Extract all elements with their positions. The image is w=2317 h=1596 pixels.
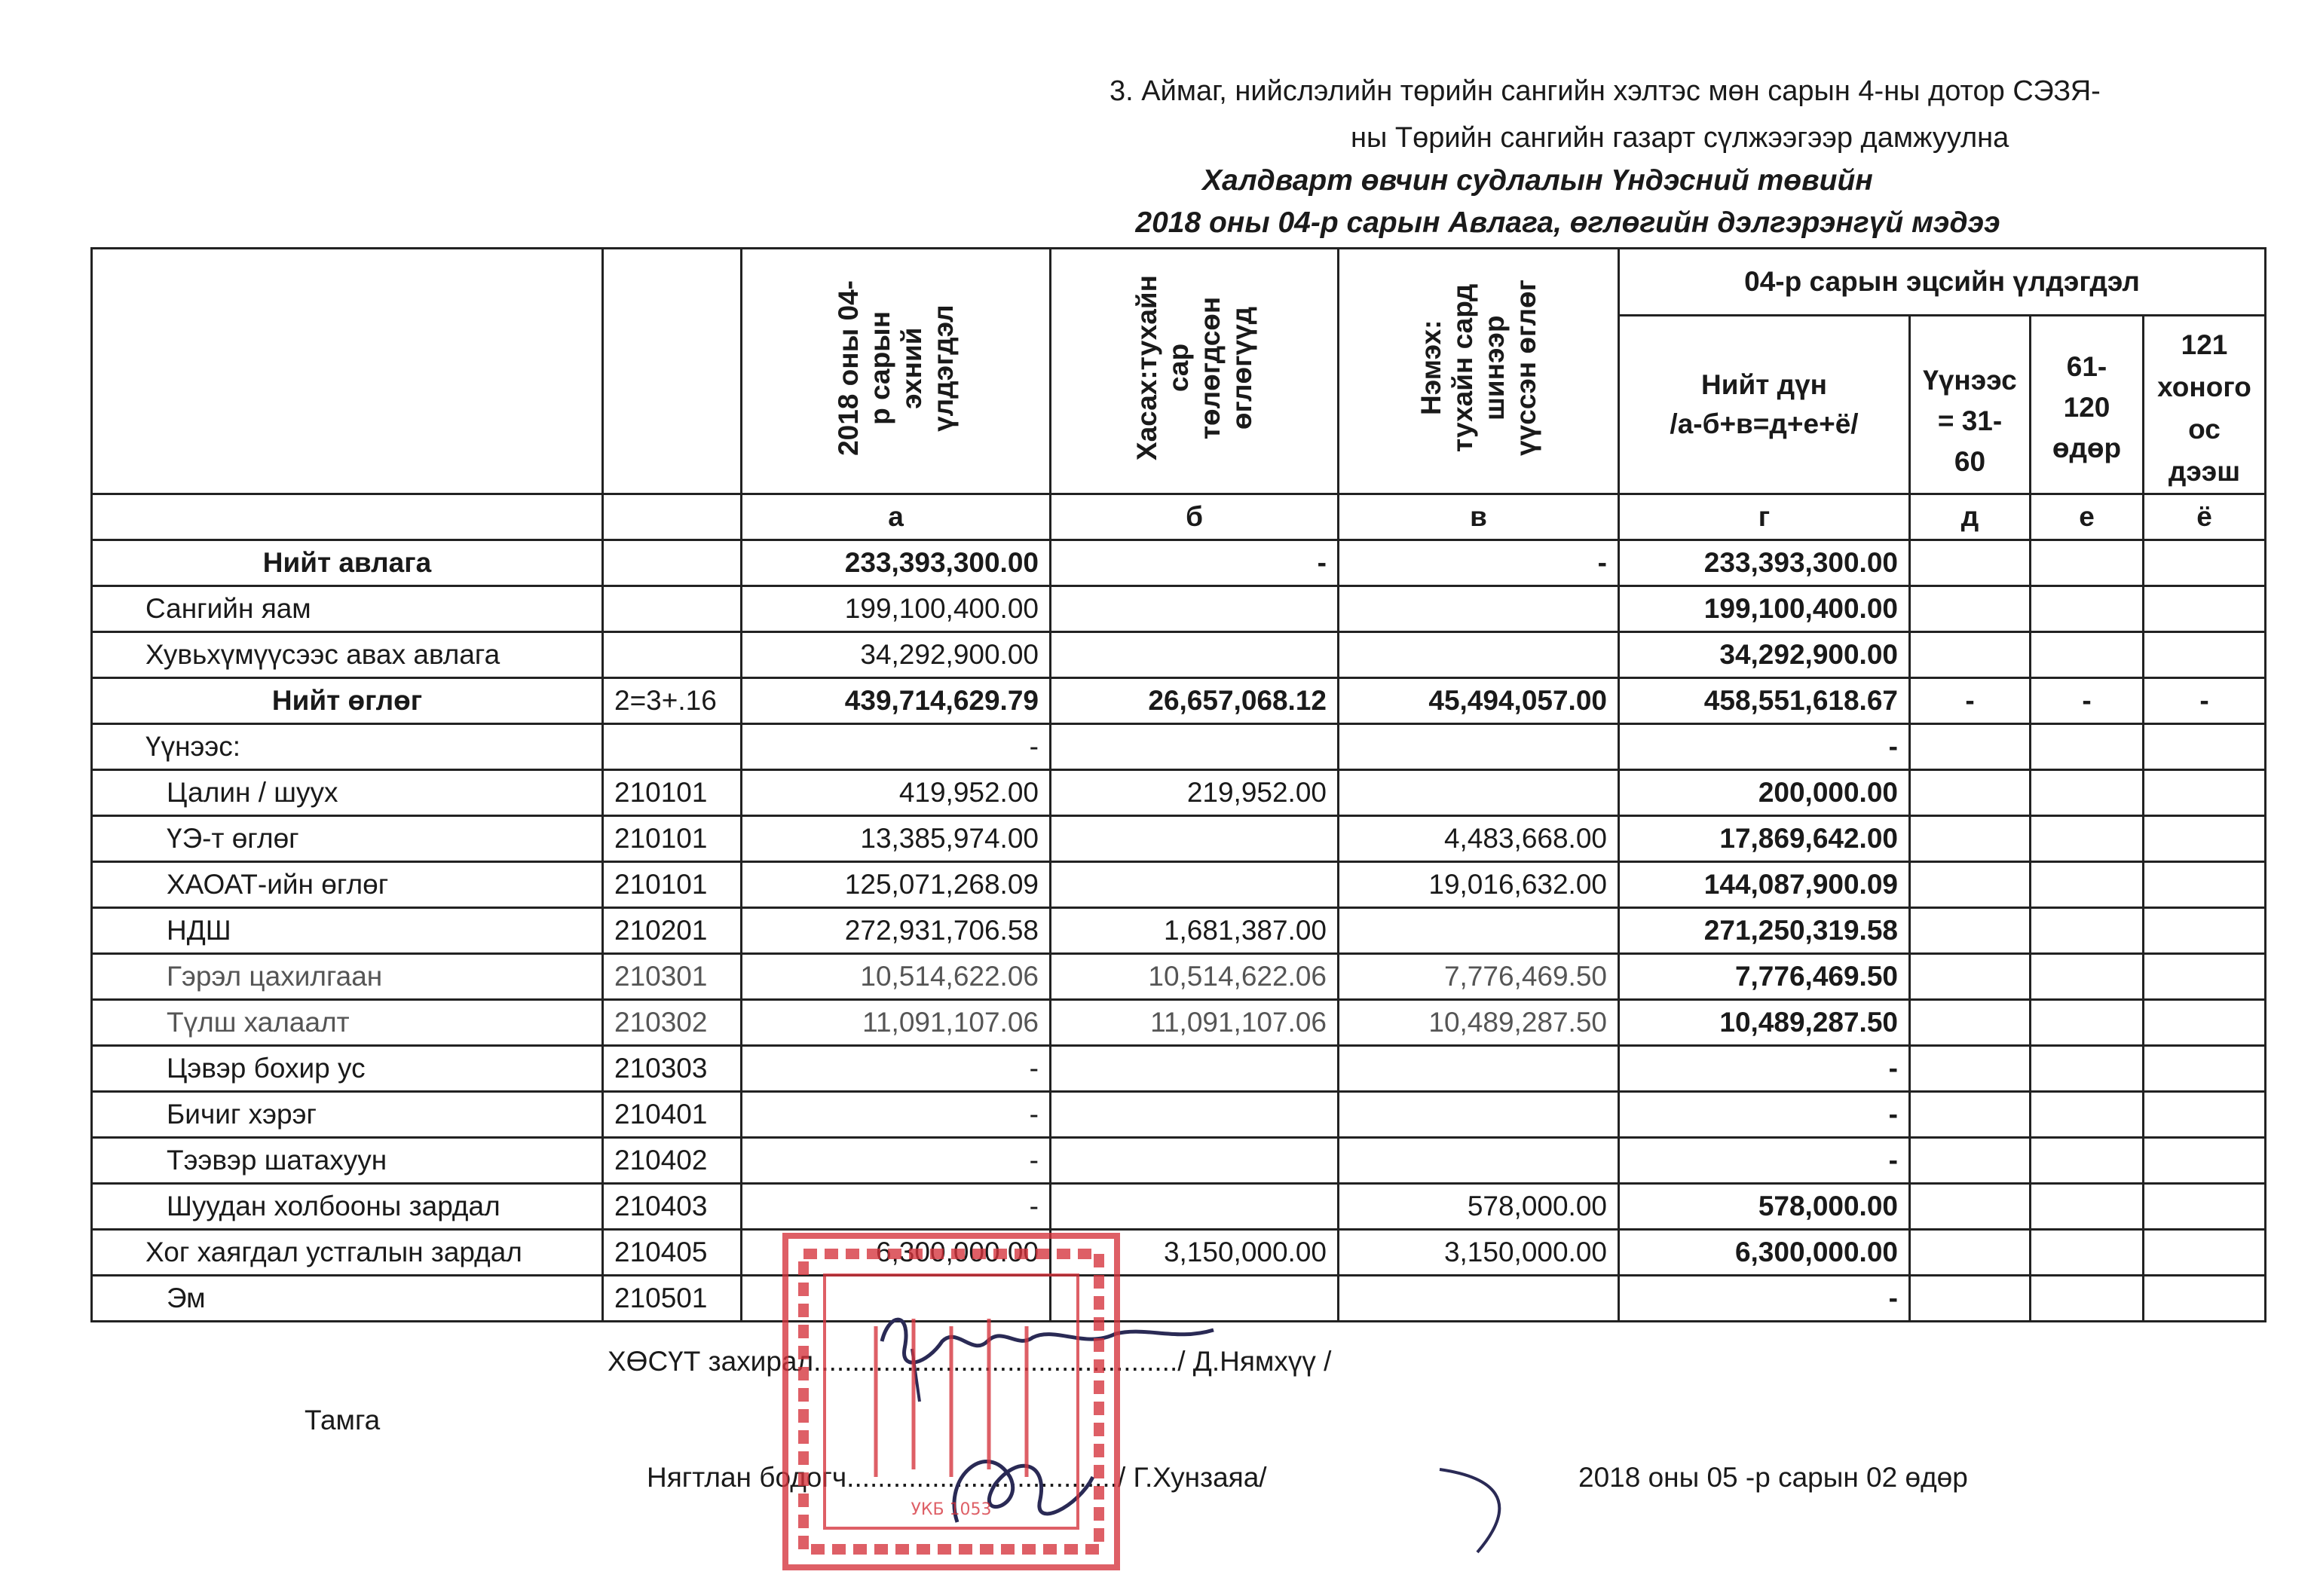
row-col-a: - <box>742 1184 1051 1230</box>
row-col-b: 10,514,622.06 <box>1051 954 1339 1000</box>
table-row <box>92 1184 2266 1230</box>
table-row <box>92 1000 2266 1046</box>
row-col-g: 271,250,319.58 <box>1619 908 1910 954</box>
row-col-e <box>2031 954 2144 1000</box>
table-row <box>92 954 2266 1000</box>
row-col-d <box>1910 586 2031 632</box>
letter-g: г <box>1619 494 1910 540</box>
row-col-a: - <box>742 1092 1051 1138</box>
row-col-e: - <box>2031 678 2144 724</box>
row-col-yo <box>2144 1046 2266 1092</box>
row-col-b <box>1051 816 1339 862</box>
row-name: Цалин / шуух <box>92 770 603 816</box>
row-code <box>603 632 742 678</box>
header-aging-61-120: 61- 120 өдөр <box>2031 316 2144 494</box>
row-col-g: 17,869,642.00 <box>1619 816 1910 862</box>
row-col-v <box>1339 1138 1619 1184</box>
row-code <box>603 724 742 770</box>
letter-blank-name <box>92 494 603 540</box>
row-col-g: - <box>1619 1276 1910 1322</box>
row-col-e <box>2031 1000 2144 1046</box>
row-name: Цэвэр бохир ус <box>92 1046 603 1092</box>
row-col-a: - <box>742 724 1051 770</box>
report-title: 2018 оны 04-р сарын Авлага, өглөгийн дэлгэрэнгүй мэдээ <box>1135 206 2000 239</box>
table-row <box>92 540 2266 586</box>
row-col-b <box>1051 586 1339 632</box>
row-col-e <box>2031 862 2144 908</box>
row-code: 210101 <box>603 862 742 908</box>
row-col-b <box>1051 1184 1339 1230</box>
row-col-a: 199,100,400.00 <box>742 586 1051 632</box>
row-col-yo <box>2144 540 2266 586</box>
row-col-a: 6,300,000.00 <box>742 1230 1051 1276</box>
row-code: 210403 <box>603 1184 742 1230</box>
row-col-a: 10,514,622.06 <box>742 954 1051 1000</box>
row-col-d <box>1910 1230 2031 1276</box>
header-aging-121-plus: 121 хоного ос дээш <box>2144 316 2266 494</box>
row-col-b <box>1051 1092 1339 1138</box>
row-col-d <box>1910 770 2031 816</box>
row-code: 210201 <box>603 908 742 954</box>
row-name: Нийт авлага <box>92 540 603 586</box>
row-col-yo <box>2144 862 2266 908</box>
row-col-g: 6,300,000.00 <box>1619 1230 1910 1276</box>
letter-e: е <box>2031 494 2144 540</box>
row-col-g: 233,393,300.00 <box>1619 540 1910 586</box>
letter-b: б <box>1051 494 1339 540</box>
row-col-d <box>1910 816 2031 862</box>
row-col-d <box>1910 908 2031 954</box>
header-col-v-label: Нэмэх: тухайн сард шинээр үүссэн өглөг <box>1415 280 1541 456</box>
row-col-d <box>1910 1046 2031 1092</box>
row-col-g: 200,000.00 <box>1619 770 1910 816</box>
row-col-g: 10,489,287.50 <box>1619 1000 1910 1046</box>
row-col-g: - <box>1619 1138 1910 1184</box>
row-col-d <box>1910 724 2031 770</box>
row-col-a: 34,292,900.00 <box>742 632 1051 678</box>
table-row <box>92 908 2266 954</box>
row-col-g: - <box>1619 1046 1910 1092</box>
director-signature-line: ХӨСҮТ захирал.............................................../ Д.Нямхүү / <box>608 1346 1332 1377</box>
pen-mark <box>1432 1462 1538 1560</box>
row-col-d <box>1910 1092 2031 1138</box>
row-code: 210302 <box>603 1000 742 1046</box>
row-name: Шуудан холбооны зардал <box>92 1184 603 1230</box>
row-col-a: - <box>742 1138 1051 1184</box>
table-row <box>92 862 2266 908</box>
row-name: Түлш халаалт <box>92 1000 603 1046</box>
row-col-yo <box>2144 1276 2266 1322</box>
row-col-g: 199,100,400.00 <box>1619 586 1910 632</box>
instruction-note-line1: 3. Аймаг, нийслэлийн төрийн сангийн хэлтэс мөн сарын 4-ны дотор СЭЗЯ- <box>1110 75 2101 107</box>
row-code: 210501 <box>603 1276 742 1322</box>
row-col-b <box>1051 862 1339 908</box>
row-col-g: - <box>1619 1092 1910 1138</box>
row-col-yo <box>2144 632 2266 678</box>
row-col-g: 458,551,618.67 <box>1619 678 1910 724</box>
row-code: 210405 <box>603 1230 742 1276</box>
row-col-v: - <box>1339 540 1619 586</box>
row-col-d <box>1910 632 2031 678</box>
row-col-v: 45,494,057.00 <box>1339 678 1619 724</box>
header-col-a-label: 2018 оны 04- р сарын эхний үлдэгдэл <box>832 280 959 456</box>
row-col-yo <box>2144 1184 2266 1230</box>
row-col-yo <box>2144 724 2266 770</box>
row-name: Гэрэл цахилгаан <box>92 954 603 1000</box>
row-col-e <box>2031 816 2144 862</box>
row-col-e <box>2031 1046 2144 1092</box>
row-col-v <box>1339 724 1619 770</box>
row-name: Бичиг хэрэг <box>92 1092 603 1138</box>
table-row <box>92 1230 2266 1276</box>
letter-a: а <box>742 494 1051 540</box>
row-col-b <box>1051 1138 1339 1184</box>
row-col-yo <box>2144 816 2266 862</box>
letter-blank-code <box>603 494 742 540</box>
row-col-b <box>1051 724 1339 770</box>
row-col-e <box>2031 1138 2144 1184</box>
row-col-v: 10,489,287.50 <box>1339 1000 1619 1046</box>
row-col-g: - <box>1619 724 1910 770</box>
header-blank-name <box>92 249 603 494</box>
row-name: Үүнээс: <box>92 724 603 770</box>
row-col-v <box>1339 908 1619 954</box>
header-row-1 <box>92 249 2266 316</box>
row-col-v <box>1339 1276 1619 1322</box>
row-col-b: - <box>1051 540 1339 586</box>
row-code: 210401 <box>603 1092 742 1138</box>
row-code: 210402 <box>603 1138 742 1184</box>
row-name: Тээвэр шатахуун <box>92 1138 603 1184</box>
row-name: Эм <box>92 1276 603 1322</box>
row-col-e <box>2031 908 2144 954</box>
row-col-d <box>1910 862 2031 908</box>
row-code: 210101 <box>603 770 742 816</box>
row-col-v: 4,483,668.00 <box>1339 816 1619 862</box>
letter-yo: ё <box>2144 494 2266 540</box>
row-col-a: - <box>742 1046 1051 1092</box>
row-col-b: 3,150,000.00 <box>1051 1230 1339 1276</box>
row-col-v <box>1339 586 1619 632</box>
row-name: НДШ <box>92 908 603 954</box>
row-code <box>603 586 742 632</box>
row-col-a: 11,091,107.06 <box>742 1000 1051 1046</box>
org-title: Халдварт өвчин судлалын Үндэсний төвийн <box>1202 164 1873 197</box>
row-code: 210303 <box>603 1046 742 1092</box>
row-col-a: 419,952.00 <box>742 770 1051 816</box>
row-col-e <box>2031 586 2144 632</box>
row-name: ХАОАТ-ийн өглөг <box>92 862 603 908</box>
row-col-b: 26,657,068.12 <box>1051 678 1339 724</box>
row-col-g: 7,776,469.50 <box>1619 954 1910 1000</box>
row-col-v <box>1339 1092 1619 1138</box>
row-col-d <box>1910 1276 2031 1322</box>
row-col-a: 233,393,300.00 <box>742 540 1051 586</box>
row-col-b: 11,091,107.06 <box>1051 1000 1339 1046</box>
row-col-yo <box>2144 908 2266 954</box>
row-col-d <box>1910 1184 2031 1230</box>
table-row <box>92 1092 2266 1138</box>
row-col-yo <box>2144 1230 2266 1276</box>
row-name: Сангийн яам <box>92 586 603 632</box>
row-col-v: 3,150,000.00 <box>1339 1230 1619 1276</box>
row-col-v: 578,000.00 <box>1339 1184 1619 1230</box>
table-row <box>92 816 2266 862</box>
row-col-d <box>1910 1000 2031 1046</box>
row-col-yo <box>2144 1092 2266 1138</box>
header-aging-31-60: Үүнээс = 31- 60 <box>1910 316 2031 494</box>
row-col-d <box>1910 540 2031 586</box>
row-col-yo: - <box>2144 678 2266 724</box>
row-col-d <box>1910 954 2031 1000</box>
header-total-amount: Нийт дүн /а-б+в=д+е+ё/ <box>1619 316 1910 494</box>
row-col-yo <box>2144 1138 2266 1184</box>
instruction-note-line2: ны Төрийн сангийн газарт сүлжээгээр дамжуулна <box>1351 122 2009 154</box>
row-col-a: 13,385,974.00 <box>742 816 1051 862</box>
row-name: ҮЭ-т өглөг <box>92 816 603 862</box>
row-code: 2=3+.16 <box>603 678 742 724</box>
row-col-e <box>2031 724 2144 770</box>
header-col-a <box>742 249 1051 494</box>
row-col-v <box>1339 1046 1619 1092</box>
stamp-code: УКБ 1053 <box>911 1500 992 1519</box>
official-stamp <box>778 1228 1125 1575</box>
row-col-d <box>1910 1138 2031 1184</box>
header-group-ending-balance: 04-р сарын эцсийн үлдэгдэл <box>1619 249 2266 316</box>
header-col-v <box>1339 249 1619 494</box>
row-code <box>603 540 742 586</box>
row-col-e <box>2031 1276 2144 1322</box>
row-col-v <box>1339 632 1619 678</box>
row-col-v: 7,776,469.50 <box>1339 954 1619 1000</box>
row-name: Нийт өглөг <box>92 678 603 724</box>
row-col-yo <box>2144 954 2266 1000</box>
row-code: 210301 <box>603 954 742 1000</box>
row-col-e <box>2031 770 2144 816</box>
seal-label: Тамга <box>305 1405 381 1435</box>
accountant-signature-line: Нягтлан бодогч.................................../ Г.Хунзаяа/ <box>647 1462 1267 1493</box>
table-row <box>92 586 2266 632</box>
letter-v: в <box>1339 494 1619 540</box>
row-col-b: 1,681,387.00 <box>1051 908 1339 954</box>
row-col-b <box>1051 632 1339 678</box>
table-row <box>92 1046 2266 1092</box>
row-col-e <box>2031 540 2144 586</box>
row-col-yo <box>2144 1000 2266 1046</box>
row-col-g: 144,087,900.09 <box>1619 862 1910 908</box>
row-col-a: 439,714,629.79 <box>742 678 1051 724</box>
row-col-b: 219,952.00 <box>1051 770 1339 816</box>
table-row <box>92 632 2266 678</box>
letter-d: д <box>1910 494 2031 540</box>
row-col-g: 578,000.00 <box>1619 1184 1910 1230</box>
row-col-g: 34,292,900.00 <box>1619 632 1910 678</box>
row-col-e <box>2031 632 2144 678</box>
table-row <box>92 678 2266 724</box>
row-col-v <box>1339 770 1619 816</box>
header-blank-code <box>603 249 742 494</box>
header-col-b-label: Хасах:тухайн сар төлөгдсөн өглөгүүд <box>1131 274 1257 461</box>
table-row <box>92 724 2266 770</box>
row-col-d: - <box>1910 678 2031 724</box>
row-code: 210101 <box>603 816 742 862</box>
report-table <box>90 247 2266 1322</box>
row-name: Хог хаягдал устгалын зардал <box>92 1230 603 1276</box>
row-col-yo <box>2144 770 2266 816</box>
row-col-e <box>2031 1184 2144 1230</box>
table-row <box>92 770 2266 816</box>
row-col-yo <box>2144 586 2266 632</box>
header-col-b <box>1051 249 1339 494</box>
row-col-v: 19,016,632.00 <box>1339 862 1619 908</box>
row-col-e <box>2031 1092 2144 1138</box>
row-col-a: 272,931,706.58 <box>742 908 1051 954</box>
report-date: 2018 оны 05 -р сарын 02 өдөр <box>1578 1462 1968 1493</box>
row-col-a: 125,071,268.09 <box>742 862 1051 908</box>
row-col-e <box>2031 1230 2144 1276</box>
table-row <box>92 1138 2266 1184</box>
row-col-b <box>1051 1046 1339 1092</box>
row-name: Хувьхүмүүсээс авах авлага <box>92 632 603 678</box>
column-letters-row <box>92 494 2266 540</box>
